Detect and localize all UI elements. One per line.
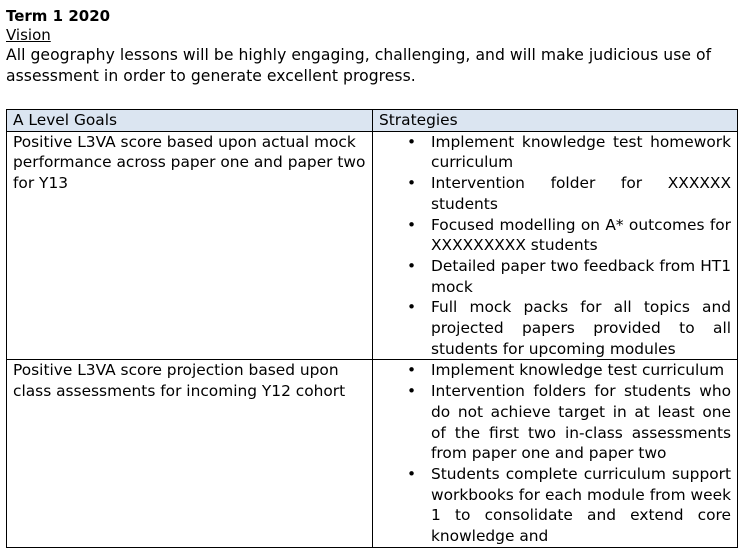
strategies-cell (373, 360, 738, 547)
header-strategies: Strategies (373, 110, 738, 132)
strategy-item: • Implement knowledge test curriculum (431, 360, 731, 381)
strategy-item: • Implement knowledge test homework curriculum (431, 132, 731, 173)
strategy-list (379, 132, 731, 360)
header-goals: A Level Goals (7, 110, 373, 132)
table-row (7, 131, 738, 360)
table-row (7, 360, 738, 547)
strategies-cell (373, 131, 738, 360)
vision-text: All geography lessons will be highly engaging, challenging, and will make judicious use of assessment in order to generate excellent progress. (6, 46, 712, 85)
strategy-item: • Students complete curriculum support workbooks for each module from week 1 to consolidate and extend core knowledge and (431, 464, 731, 547)
vision-label: Vision (6, 26, 51, 44)
goal-cell: Positive L3VA score based upon actual mock performance across paper one and paper two for Y13 (7, 131, 373, 360)
strategy-item: • Focused modelling on A* outcomes for XXXXXXXXX students (431, 215, 731, 256)
strategy-item: • Intervention folders for students who do not achieve target in at least one of the first two in-class assessments from paper one and paper two (431, 381, 731, 464)
table-header-row (7, 110, 738, 132)
goal-cell: Positive L3VA score projection based upon class assessments for incoming Y12 cohort (7, 360, 373, 547)
term-heading: Term 1 2020 (6, 7, 111, 25)
strategy-list (379, 360, 731, 546)
strategy-item: • Full mock packs for all topics and projected papers provided to all students for upcoming modules (431, 297, 731, 359)
goals-table (6, 109, 738, 548)
strategy-item: • Detailed paper two feedback from HT1 mock (431, 256, 731, 297)
strategy-item: • Intervention folder for XXXXXX students (431, 173, 731, 214)
